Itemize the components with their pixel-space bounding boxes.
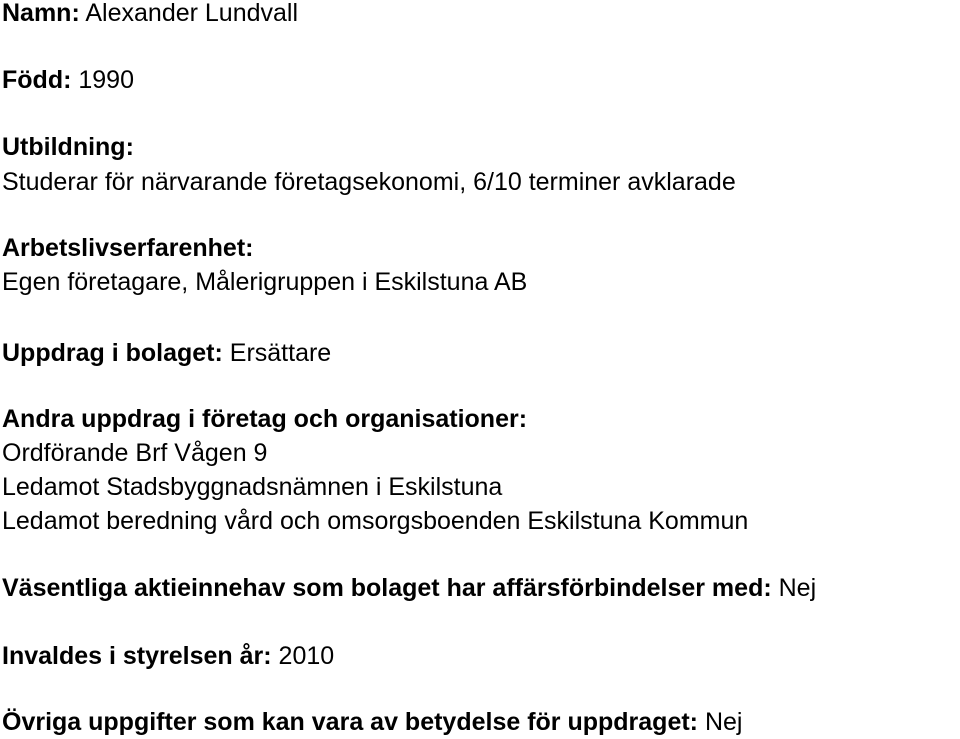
born-value: 1990 <box>78 66 134 94</box>
name-row <box>2 0 298 28</box>
holdings-value: Nej <box>778 574 817 602</box>
other-info-label: Övriga uppgifter som kan vara av betydelse för uppdraget: <box>2 708 699 736</box>
holdings-label: Väsentliga aktieinnehav som bolaget har affärsförbindelser med: <box>2 574 772 602</box>
other-info-row <box>2 707 742 737</box>
education-value: Studerar för närvarande företagsekonomi, 6/10 terminer avklarade <box>2 168 736 196</box>
education-heading <box>2 132 134 162</box>
born-row <box>2 65 134 95</box>
born-label: Född: <box>2 66 72 94</box>
assignment-value: Ersättare <box>229 339 332 367</box>
assignment-label: Uppdrag i bolaget: <box>2 339 223 367</box>
other-assignments-heading <box>2 404 527 434</box>
other-assignment-item: Ordförande Brf Vågen 9 <box>2 439 268 467</box>
elected-value: 2010 <box>278 642 335 670</box>
name-label: Namn: <box>2 0 80 27</box>
assignment-row <box>2 338 331 368</box>
other-assignment-item: Ledamot Stadsbyggnadsnämnen i Eskilstuna <box>2 473 503 501</box>
elected-row <box>2 641 334 671</box>
holdings-row <box>2 573 816 603</box>
name-value: Alexander Lundvall <box>85 0 299 27</box>
elected-label: Invaldes i styrelsen år: <box>2 642 272 670</box>
other-assignments-label: Andra uppdrag i företag och organisationer: <box>2 405 528 433</box>
other-info-value: Nej <box>704 708 743 736</box>
work-label: Arbetslivserfarenhet: <box>2 234 254 262</box>
education-label: Utbildning: <box>2 133 134 161</box>
work-value: Egen företagare, Målerigruppen i Eskilstuna AB <box>2 268 528 296</box>
work-heading <box>2 233 253 263</box>
other-assignment-item: Ledamot beredning vård och omsorgsboenden Eskilstuna Kommun <box>2 507 749 535</box>
